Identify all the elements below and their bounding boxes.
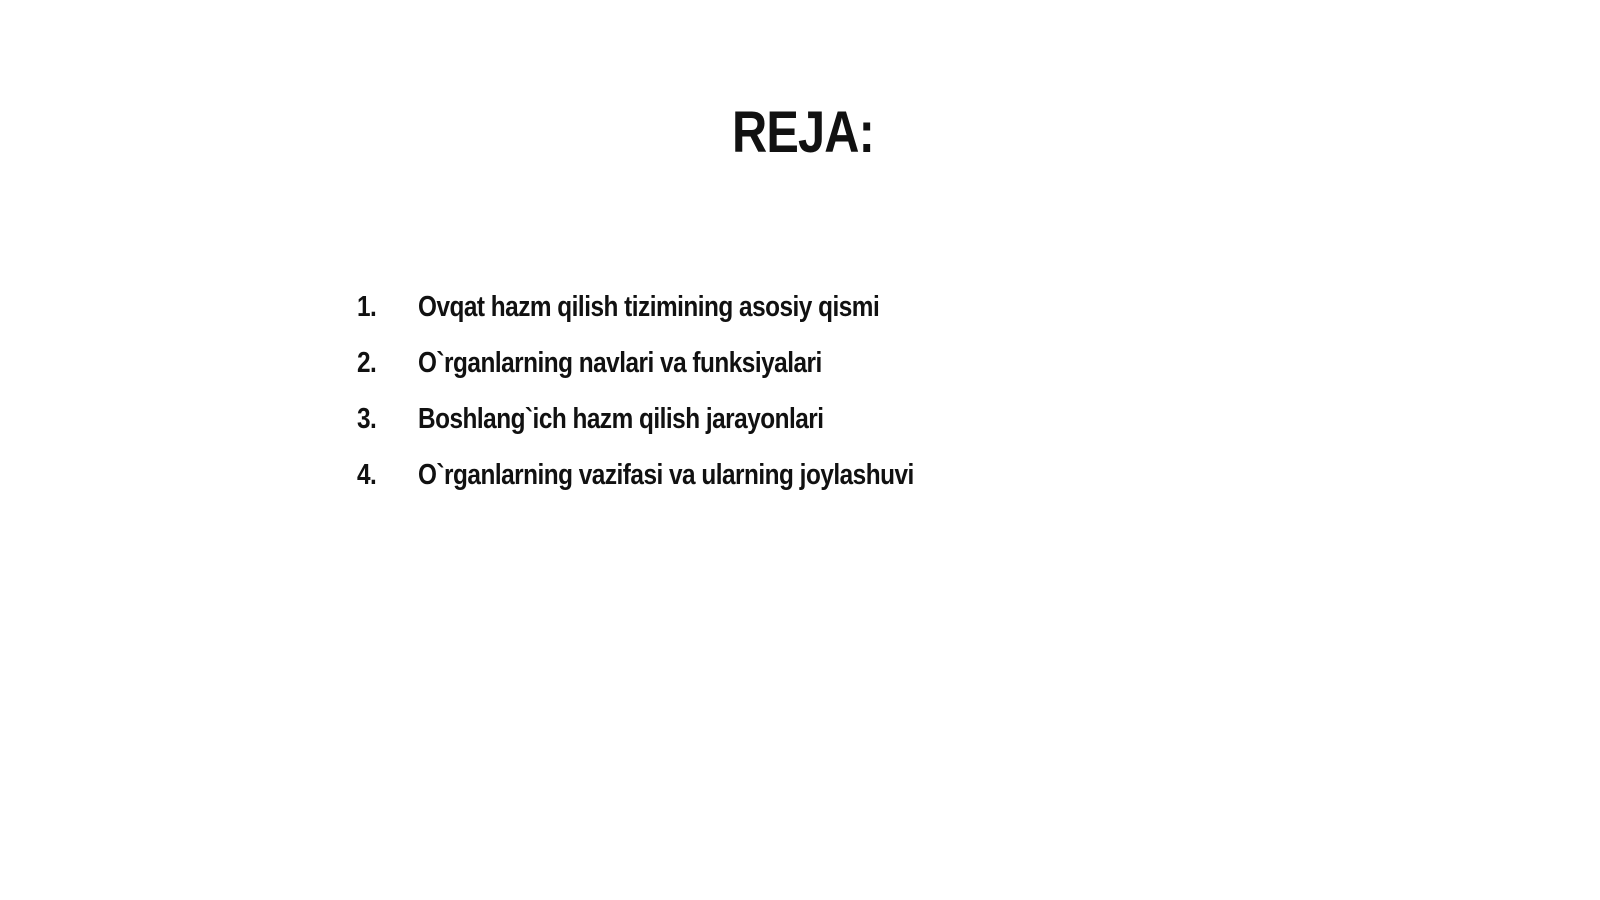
list-item-number: 4. bbox=[357, 459, 377, 491]
slide-title: REJA: bbox=[732, 100, 874, 165]
list-item-text: O`rganlarning vazifasi va ularning joylashuvi bbox=[418, 459, 914, 491]
list-item-number: 2. bbox=[357, 347, 377, 379]
list-item-text: Ovqat hazm qilish tizimining asosiy qismi bbox=[418, 291, 880, 323]
list-item-text: O`rganlarning navlari va funksiyalari bbox=[418, 347, 822, 379]
list-item-text: Boshlang`ich hazm qilish jarayonlari bbox=[418, 403, 824, 435]
list-item-number: 3. bbox=[357, 403, 377, 435]
list-item-number: 1. bbox=[357, 291, 377, 323]
